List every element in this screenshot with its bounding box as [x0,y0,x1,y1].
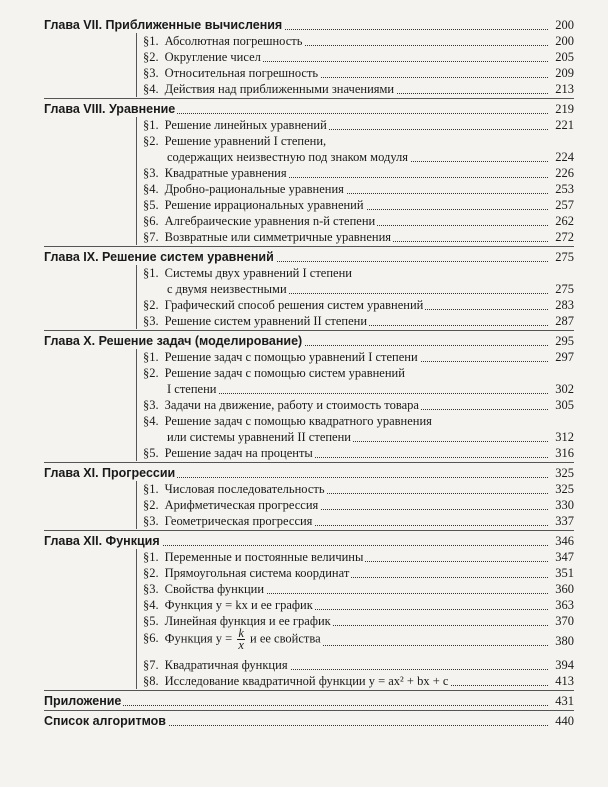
label-text: Дробно-рациональные уравнения [164,182,344,196]
section-number: §3. [143,314,159,328]
toc-label [143,213,377,230]
toc-label [44,17,284,34]
section-bracket-line [136,549,137,689]
toc-label [143,133,328,150]
section-number: §1. [143,34,159,48]
page-number: 253 [555,182,574,196]
label-text: Глава VII. Приближенные вычисления [44,18,283,32]
page-number: 224 [555,150,574,164]
section-number: §4. [143,414,159,428]
toc-entry [0,297,608,314]
page-number: 226 [555,166,574,180]
toc-entry [0,165,608,182]
label-text: Исследование квадратичной функции y = ax² + bx + c [164,674,449,688]
toc-entry [0,349,608,366]
page-number: 275 [555,250,574,264]
label-text: Решение линейных уравнений [164,118,327,132]
leader-dots [167,393,548,394]
toc-entry [0,513,608,530]
separator-line [44,690,574,691]
label-text: с двумя неизвестными [167,282,287,296]
toc-label [143,349,420,366]
section-number: §7. [143,230,159,244]
page-number: 413 [555,674,574,688]
label-text: Задачи на движение, работу и стоимость товара [164,398,419,412]
page-number: 200 [555,18,574,32]
section-number: §2. [143,498,159,512]
label-text: Возвратные или симметричные уравнения [164,230,392,244]
toc-entry [0,229,608,246]
page-number: 380 [555,634,574,648]
toc-label [143,565,351,582]
label-text: Относительная погрешность [164,66,319,80]
section-number: §3. [143,166,159,180]
label-text: Решение уравнений I степени, [164,134,327,148]
label-text: Действия над приближенными значениями [164,82,395,96]
page-number: 219 [555,102,574,116]
label-text: Переменные и постоянные величины [164,550,364,564]
page-number: 337 [555,514,574,528]
toc-label [143,597,315,614]
label-text: Функция y = [164,631,236,646]
toc-label [44,333,304,350]
toc-label [143,581,266,598]
page-number: 360 [555,582,574,596]
label-text: Абсолютная погрешность [164,34,303,48]
section-number: §3. [143,66,159,80]
section-number: §2. [143,50,159,64]
page-number: 347 [555,550,574,564]
page-number: 257 [555,198,574,212]
toc-label [167,429,353,446]
toc-label [143,165,289,182]
label-text: Функция y = kx и ее график [164,598,313,612]
label-text: Решение задач с помощью систем уравнений [164,366,405,380]
label-text: Графический способ решения систем уравнений [164,298,424,312]
label-text: и ее свойства [246,631,321,646]
label-text: содержащих неизвестную под знаком модуля [167,150,409,164]
section-number: §4. [143,598,159,612]
toc-entry [0,49,608,66]
toc-chapter [0,533,608,550]
toc-label [143,365,407,382]
label-text: или системы уравнений II степени [167,430,351,444]
separator-line [44,462,574,463]
page-number: 330 [555,498,574,512]
separator-line [44,98,574,99]
toc-entry [0,581,608,598]
toc-entry [0,81,608,98]
section-number: §8. [143,674,159,688]
page-number: 295 [555,334,574,348]
toc-entry [0,313,608,330]
section-number: §2. [143,566,159,580]
toc-entry [0,565,608,582]
label-text: Числовая последовательность [164,482,325,496]
section-bracket-line [136,33,137,97]
section-number: §3. [143,514,159,528]
page-number: 297 [555,350,574,364]
section-bracket-line [136,481,137,529]
page-number: 431 [555,694,574,708]
section-number: §2. [143,366,159,380]
label-text: Геометрическая прогрессия [164,514,313,528]
page-number: 205 [555,50,574,64]
toc-label [143,297,425,314]
section-number: §5. [143,446,159,460]
toc-entry [0,213,608,230]
toc-chapter [0,693,608,710]
page-number: 262 [555,214,574,228]
toc-entry [0,117,608,134]
section-number: §1. [143,482,159,496]
separator-line [44,246,574,247]
toc-chapter [0,101,608,118]
section-number: §3. [143,398,159,412]
page-number: 351 [555,566,574,580]
section-bracket-line [136,117,137,245]
section-number: §4. [143,82,159,96]
toc-entry [0,149,608,166]
toc-label [44,101,177,118]
toc-label [44,533,162,550]
toc-entry [0,481,608,498]
label-text: Системы двух уравнений I степени [164,266,352,280]
toc-chapter [0,249,608,266]
toc-label [167,281,289,298]
section-number: §2. [143,134,159,148]
separator-line [44,530,574,531]
toc-chapter [0,713,608,730]
section-number: §6. [143,214,159,228]
label-text: Алгебраические уравнения n-й степени [164,214,376,228]
toc-label [143,229,393,246]
toc-entry [0,397,608,414]
toc-entry [0,597,608,614]
toc-label [143,513,314,530]
label-text: Решение задач с помощью уравнений I степени [164,350,418,364]
section-number: §4. [143,182,159,196]
toc-entry [0,549,608,566]
fraction [237,628,245,651]
toc-entry [0,133,608,150]
toc-entry [0,197,608,214]
section-number: §3. [143,582,159,596]
page-number: 316 [555,446,574,460]
page-number: 213 [555,82,574,96]
toc-label [143,445,315,462]
toc-chapter [0,17,608,34]
toc-entry [0,497,608,514]
section-number: §5. [143,614,159,628]
toc-label [143,628,323,651]
page-number: 272 [555,230,574,244]
section-number: §6. [143,631,159,646]
toc-label [143,497,320,514]
fraction-numerator: k [238,626,244,640]
toc-label [143,49,263,66]
page-number: 363 [555,598,574,612]
toc-label [44,465,177,482]
label-text: Свойства функции [164,582,265,596]
fraction-denominator: x [238,638,244,652]
page-number: 221 [555,118,574,132]
page-number: 200 [555,34,574,48]
toc-chapter [0,465,608,482]
section-number: §1. [143,350,159,364]
toc-label [143,65,320,82]
toc-entry [0,365,608,382]
page-number: 394 [555,658,574,672]
page-number: 283 [555,298,574,312]
toc-entry [0,429,608,446]
toc-label [167,381,218,398]
section-number: §2. [143,298,159,312]
label-text: Решение систем уравнений II степени [164,314,368,328]
toc-entry [0,65,608,82]
label-text: Квадратичная функция [164,658,288,672]
section-number: §1. [143,550,159,564]
label-text: Решение задач на проценты [164,446,313,460]
toc-entry [0,281,608,298]
page-number: 440 [555,714,574,728]
toc-label [143,181,346,198]
section-bracket-line [136,349,137,461]
page-number: 312 [555,430,574,444]
toc-label [143,481,327,498]
toc-label [167,149,410,166]
label-text: Глава XII. Функция [44,534,160,548]
page-number: 370 [555,614,574,628]
toc-label [44,249,276,266]
label-text: Прямоугольная система координат [164,566,350,580]
toc-label [143,313,369,330]
label-text: Округление чисел [164,50,261,64]
section-number: §1. [143,118,159,132]
label-text: I степени [167,382,217,396]
toc-entry [0,673,608,690]
page-number: 275 [555,282,574,296]
toc-label [143,117,329,134]
toc-entry [0,265,608,282]
toc-entry [0,445,608,462]
section-number: §5. [143,198,159,212]
page-number: 209 [555,66,574,80]
label-text: Арифметическая прогрессия [164,498,319,512]
section-bracket-line [136,265,137,329]
page-number: 325 [555,466,574,480]
toc-label [143,657,290,674]
label-text: Приложение [44,694,122,708]
label-text: Квадратные уравнения [164,166,287,180]
page-number: 325 [555,482,574,496]
page-number: 305 [555,398,574,412]
section-number: §1. [143,266,159,280]
separator-line [44,710,574,711]
toc-entry [0,181,608,198]
toc-label [143,673,450,690]
label-text: Глава IX. Решение систем уравнений [44,250,274,264]
toc-entry [0,626,608,659]
toc-entry [0,413,608,430]
separator-line [44,330,574,331]
toc-label [143,33,304,50]
label-text: Глава VIII. Уравнение [44,102,176,116]
toc-chapter [0,333,608,350]
page-number: 346 [555,534,574,548]
label-text: Решение иррациональных уравнений [164,198,364,212]
page-number: 287 [555,314,574,328]
label-text: Линейная функция и ее график [164,614,331,628]
label-text: Глава XI. Прогрессии [44,466,176,480]
toc-label [143,397,421,414]
section-number: §7. [143,658,159,672]
toc-entry [0,381,608,398]
toc-label [44,693,123,710]
toc-entry [0,657,608,674]
page-number: 302 [555,382,574,396]
toc-label [143,413,434,430]
toc-label [143,549,365,566]
label-text: Решение задач с помощью квадратного уравнения [164,414,432,428]
toc-label [143,197,366,214]
toc-label [143,81,396,98]
toc-label [44,713,168,730]
toc-label [143,265,354,282]
toc-entry [0,33,608,50]
label-text: Глава X. Решение задач (моделирование) [44,334,303,348]
label-text: Список алгоритмов [44,714,166,728]
